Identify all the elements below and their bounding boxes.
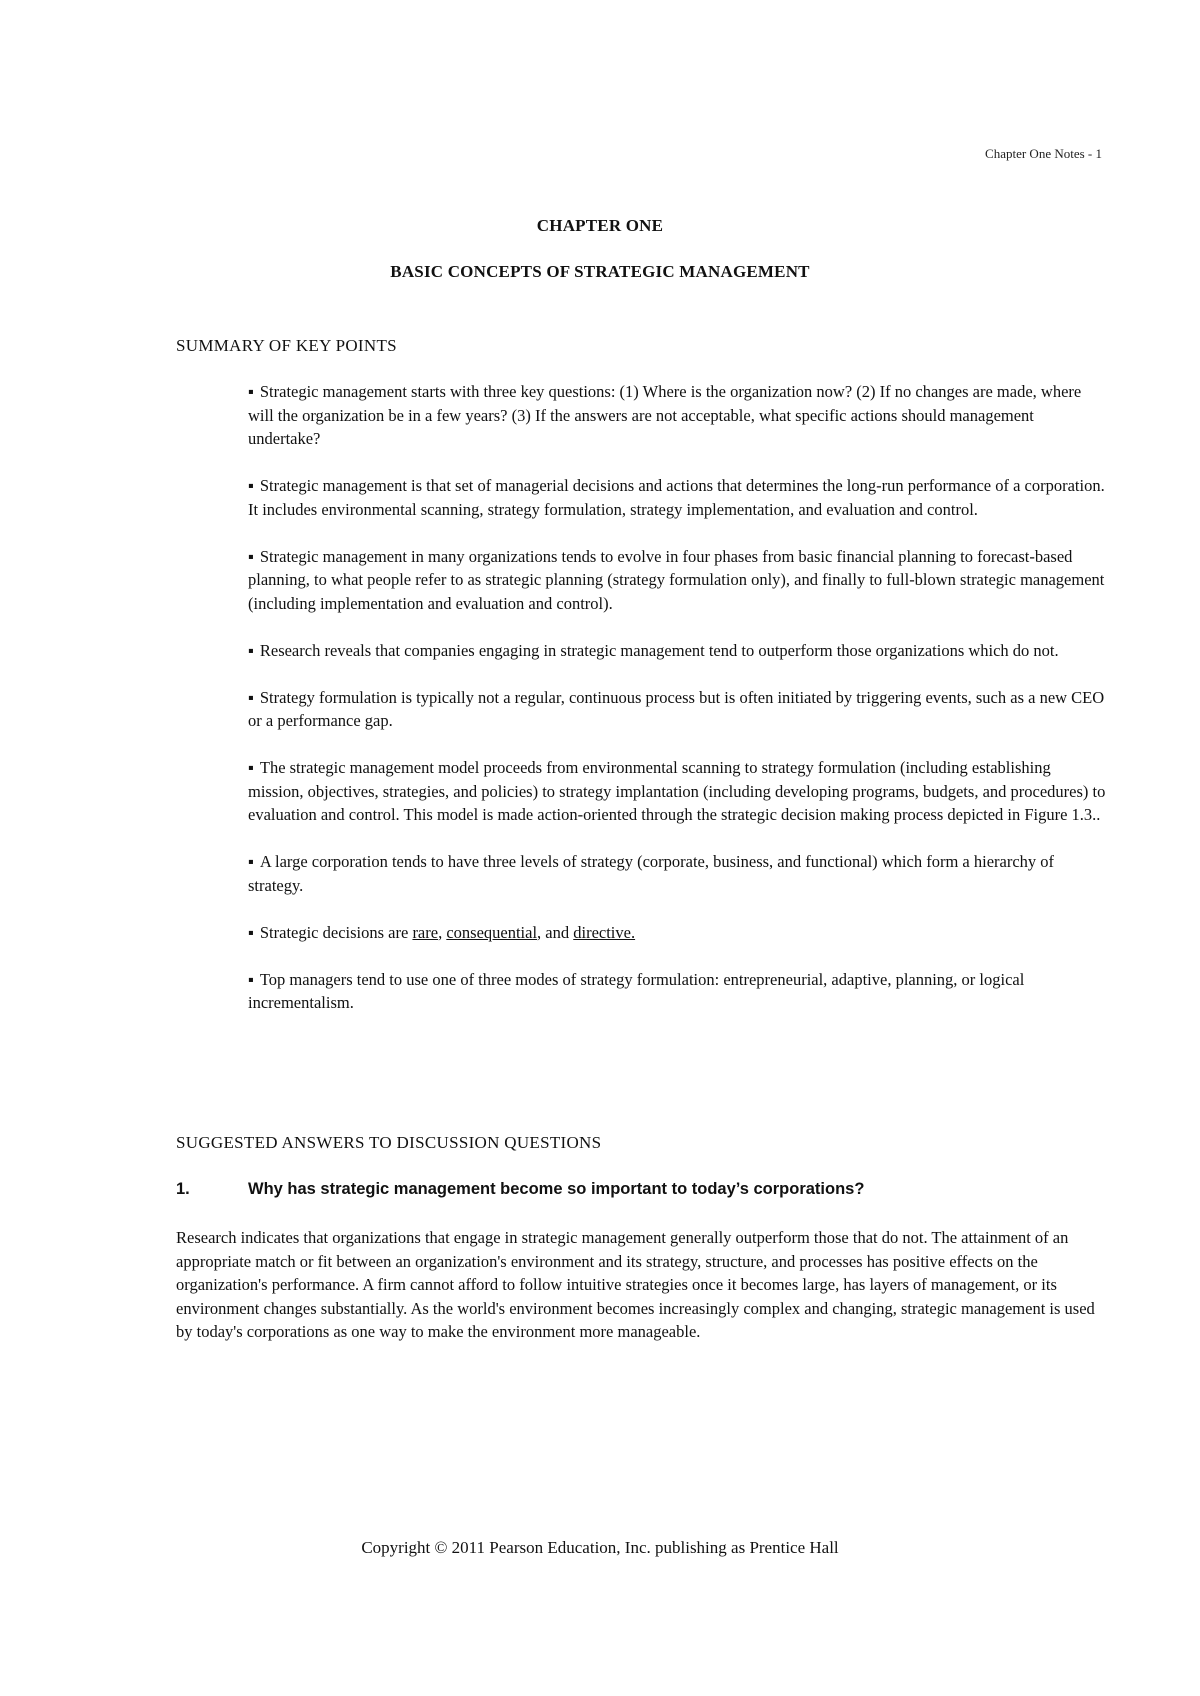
bullet-marker: ▪ [248,687,254,707]
summary-point [248,545,1108,616]
bullet-marker: ▪ [248,758,254,777]
summary-point-text: Strategic management starts with three key questions: (1) Where is the organization now? (2) If no changes are made, where will the organization be in a few years? (3) If the answers are not acceptable, what specific actions should management undertake? [248,382,1082,448]
summary-point [248,686,1108,733]
summary-point [248,756,1108,827]
discussion-question [176,1180,1106,1199]
summary-point-text: Top managers tend to use one of three modes of strategy formulation: entrepreneurial, adaptive, planning, or logical incrementalism. [248,969,1025,1012]
bullet-marker: ▪ [248,922,254,942]
bullet-marker: ▪ [248,852,254,871]
summary-point-text: Strategic management in many organizations tends to evolve in four phases from basic financial planning to forecast-based planning, to what people refer to as strategic planning (strategy formulation only), and finally to full-blown strategic management (including implementation and evaluation and control). [248,546,1105,613]
term-consequential: consequential [446,922,538,942]
summary-point-text: The strategic management model proceeds from environmental scanning to strategy formulation (including establishing mission, objectives, strategies, and policies) to strategy implantation (including developing programs, budgets, and procedures) to evaluation and control. This model is made action-oriented through the strategic decision making process depicted in Figure 1.3.. [248,758,1106,824]
summary-point [248,850,1108,897]
copyright-footer: Copyright © 2011 Pearson Education, Inc. publishing as Prentice Hall [361,1538,839,1557]
answer-paragraph: Research indicates that organizations that engage in strategic management generally outperform those that do not. The attainment of an appropriate match or fit between an organization's environment and its strategy, structure, and processes has positive effects on the organization's performance. A firm cannot afford to follow intuitive strategies once it becomes large, has layers of management, or its environment changes substantially. As the world's environment becomes increasingly complex and changing, strategic management is used by today's corporations as one way to make the environment more manageable. [176,1228,1095,1341]
summary-point [248,474,1108,521]
chapter-title: CHAPTER ONE [536,216,664,235]
question-text: Why has strategic management become so important to today’s corporations? [248,1180,865,1198]
summary-point [248,639,1108,663]
bullet-marker: ▪ [248,969,254,989]
decisions-end: . [630,922,636,942]
bullet-marker: ▪ [248,640,254,660]
bullet-marker: ▪ [248,476,254,495]
summary-point-text: Strategy formulation is typically not a regular, continuous process but is often initiated by triggering events, such as a new CEO or a performance gap. [248,687,1105,730]
bullet-marker: ▪ [248,382,254,401]
answers-heading: SUGGESTED ANSWERS TO DISCUSSION QUESTIONS [176,1133,602,1152]
decisions-sep: , and [537,922,574,942]
term-rare: rare [412,922,439,942]
summary-point-text: A large corporation tends to have three levels of strategy (corporate, business, and functional) which form a hierarchy of strategy. [248,852,1055,895]
page-header-number: Chapter One Notes - 1 [985,146,1102,161]
summary-list [248,380,1108,1038]
summary-point [248,968,1108,1015]
chapter-subtitle: BASIC CONCEPTS OF STRATEGIC MANAGEMENT [390,262,810,281]
summary-point-decisions [248,921,1108,945]
bullet-marker: ▪ [248,546,254,566]
decisions-prefix: Strategic decisions are [259,922,413,942]
term-directive: directive [573,922,631,942]
summary-point-text: Research reveals that companies engaging in strategic management tend to outperform those organizations which do not. [259,640,1059,660]
question-number: 1. [176,1180,190,1198]
summary-point [248,380,1108,451]
summary-heading: SUMMARY OF KEY POINTS [176,336,397,355]
decisions-sep: , [438,922,447,942]
summary-point-text: Strategic management is that set of managerial decisions and actions that determines the long-run performance of a corporation. It includes environmental scanning, strategy formulation, strategy implementation, and evaluation and control. [248,476,1105,519]
